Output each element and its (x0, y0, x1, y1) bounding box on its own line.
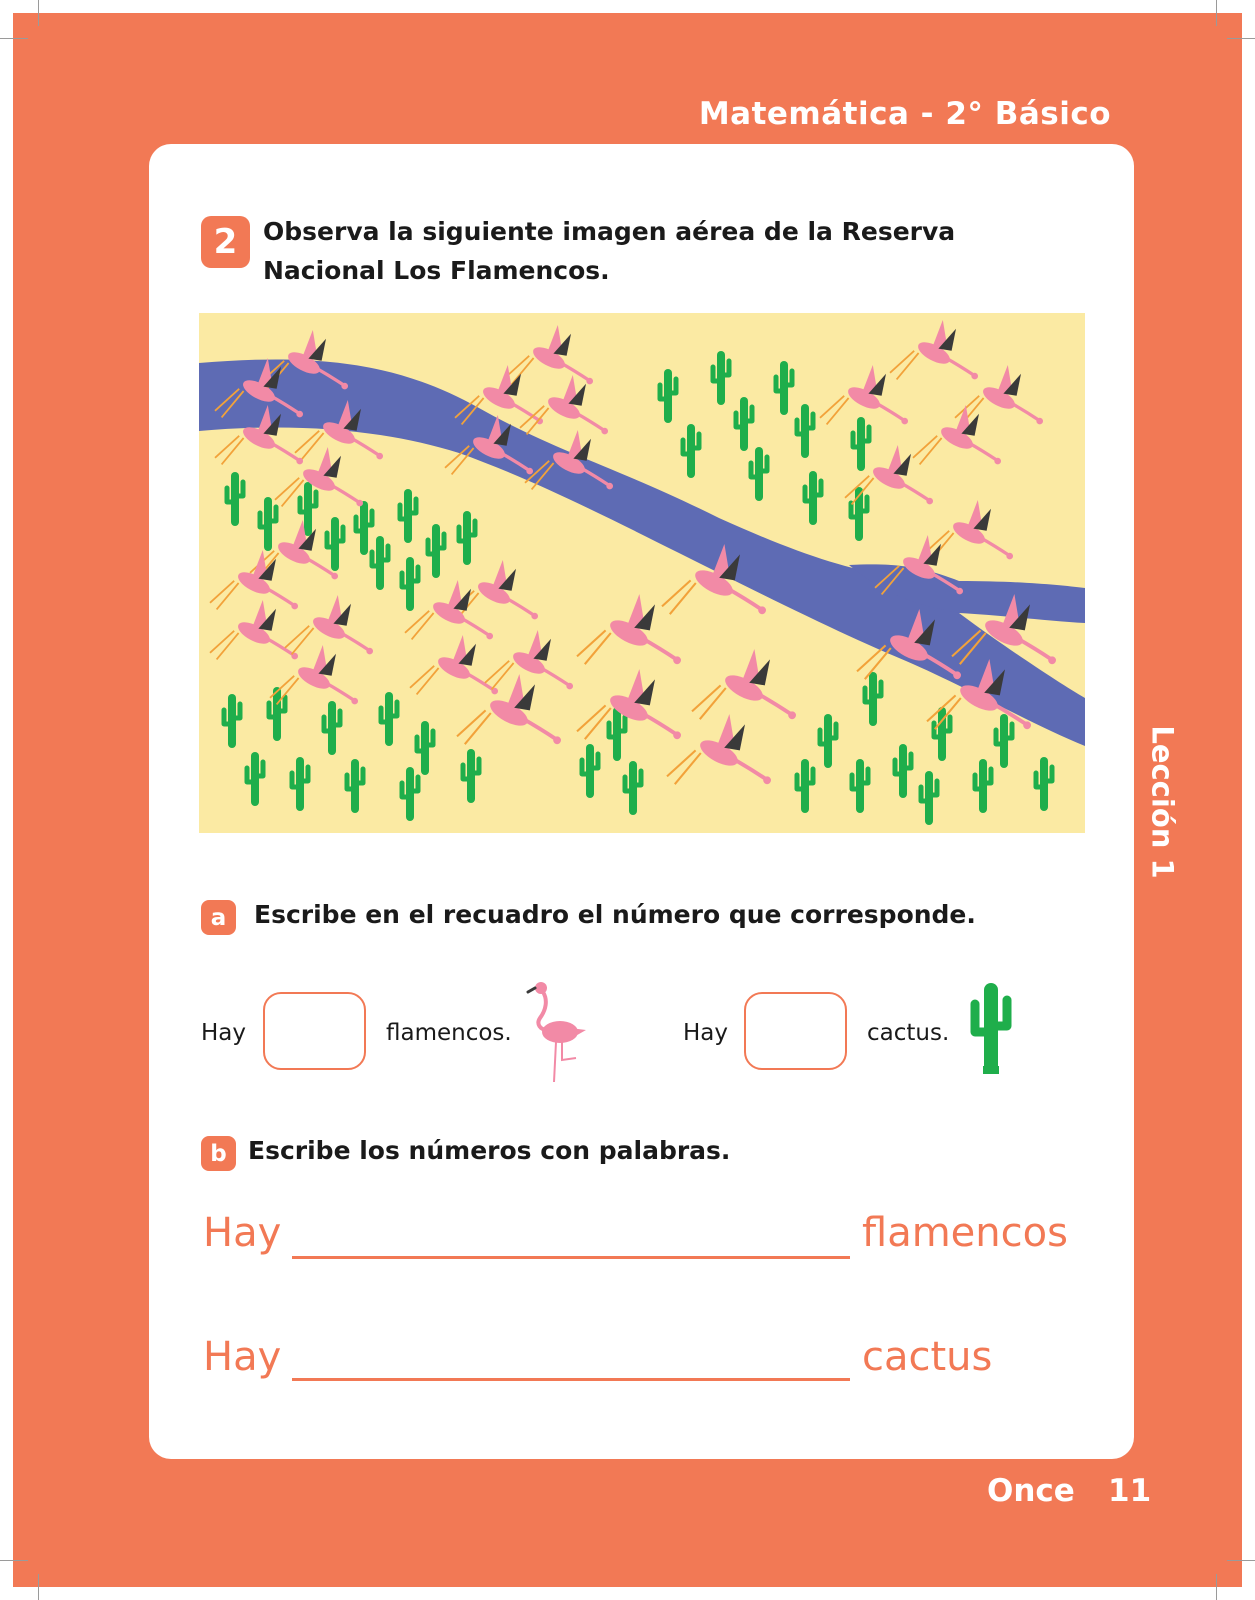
hay-label-1: Hay (201, 1020, 247, 1046)
hay-label-2: Hay (683, 1020, 729, 1046)
page-number-word: Once (987, 1473, 1075, 1509)
crop-mark (1227, 38, 1255, 39)
lesson-label-text: Lección 1 (1146, 725, 1180, 879)
crop-mark (1216, 1574, 1217, 1600)
cactus-label: cactus. (867, 1020, 950, 1046)
crop-mark (38, 0, 39, 26)
aerial-scene-illustration (199, 313, 1085, 833)
page-number: 11 (1108, 1473, 1152, 1509)
part-b-instruction: Escribe los números con palabras. (248, 1136, 731, 1165)
crop-mark (0, 1560, 28, 1561)
part-b-badge: b (201, 1136, 236, 1171)
answer-line-flamencos[interactable] (292, 1256, 850, 1259)
exercise-number-badge: 2 (201, 216, 250, 268)
cactus-count-box[interactable] (744, 992, 847, 1070)
crop-mark (1227, 1560, 1255, 1561)
hay-prefix-1: Hay (203, 1210, 282, 1256)
answer-line-cactus[interactable] (292, 1378, 850, 1381)
part-a-instruction: Escribe en el recuadro el número que corresponde. (254, 900, 976, 929)
lesson-side-label (1140, 727, 1186, 877)
flamencos-suffix: flamencos (862, 1210, 1068, 1256)
cactus-suffix: cactus (862, 1334, 993, 1380)
flamingo-count-box[interactable] (263, 992, 366, 1070)
part-a-badge: a (201, 900, 236, 935)
cactus-icon (965, 982, 1017, 1074)
crop-mark (0, 38, 28, 39)
hay-prefix-2: Hay (203, 1334, 282, 1380)
exercise-prompt: Observa la siguiente imagen aérea de la Reserva Nacional Los Flamencos. (263, 217, 956, 285)
crop-mark (38, 1574, 39, 1600)
flamingo-icon (526, 978, 588, 1086)
crop-mark (1216, 0, 1217, 26)
subject-header: Matemática - 2° Básico (698, 96, 1111, 132)
flamencos-label: flamencos. (386, 1020, 512, 1046)
